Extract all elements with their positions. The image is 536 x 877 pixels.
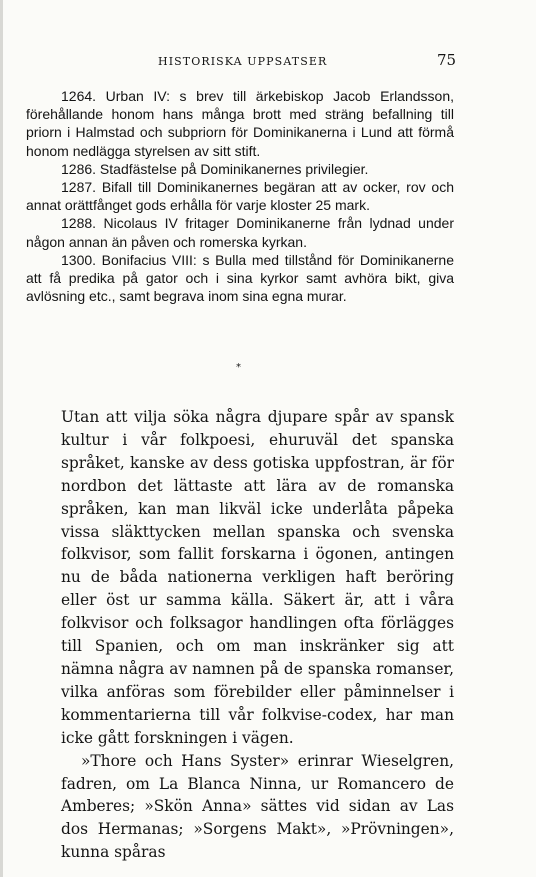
chronology-notes — [26, 87, 454, 305]
running-head — [0, 51, 536, 71]
running-title: HISTORISKA UPPSATSER — [158, 55, 328, 68]
note-1300: 1300. Bonifacius VIII: s Bulla med tillstånd för Dominikanerne att få predika på gator och i sina kyrkor samt avhöra bikt, giva avlösning etc., samt begrava inom sina egna murar. — [26, 251, 454, 305]
note-1288: 1288. Nicolaus IV fritager Dominikanerne från lydnad under någon annan än påven och romerska kyrkan. — [26, 215, 454, 250]
section-separator-asterisk: * — [236, 362, 241, 373]
note-1287: 1287. Bifall till Dominikanernes begäran att av ocker, rov och annat orättfånget gods erhålla för varje kloster 25 mark. — [26, 179, 454, 214]
essay-paragraph: Utan att vilja söka några djupare spår av spansk kultur i vår folkpoesi, ehuruväl det spanska språket, kanske av dess gotiska uppfostran, är för nordbon det lättaste att lära av de romanska språken, kan man likväl icke underlåta påpeka vissa släkttycken mellan spanska och svenska folkvisor, som fallit forskarna i ögonen, antingen nu de båda nationerna verkligen haft beröring eller öst ur samma källa. Säkert är, att i våra folkvisor och folksagor handlingen ofta förlägges till Spanien, och om man inskränker sig att nämna några av namnen på de spanska romanser, vilka anföras som förebilder eller påminnelser i kommentarierna till vår folkvise-codex, har man icke gått forskningen i vägen. — [61, 408, 454, 747]
page-number: 75 — [437, 51, 457, 69]
essay-paragraph: »Thore och Hans Syster» erinrar Wieselgren, fadren, om La Blanca Ninna, ur Romancero de Amberes; »Skön Anna» sättes vid sidan av Las dos Hermanas; »Sorgens Makt», »Prövningen», kunna spåras — [61, 751, 454, 862]
essay-body — [61, 406, 454, 864]
note-1286: 1286. Stadfästelse på Dominikanernes privilegier. — [61, 160, 369, 177]
page-edge-shadow — [0, 0, 3, 877]
note-1264: 1264. Urban IV: s brev till ärkebiskop Jacob Erlandsson, förehållande honom hans många brott med sträng befallning till priorn i Halmstad och subpriorn för Dominikanerna i Lund att förmå honom nedlägga styrelsen av sitt stift. — [26, 88, 454, 159]
